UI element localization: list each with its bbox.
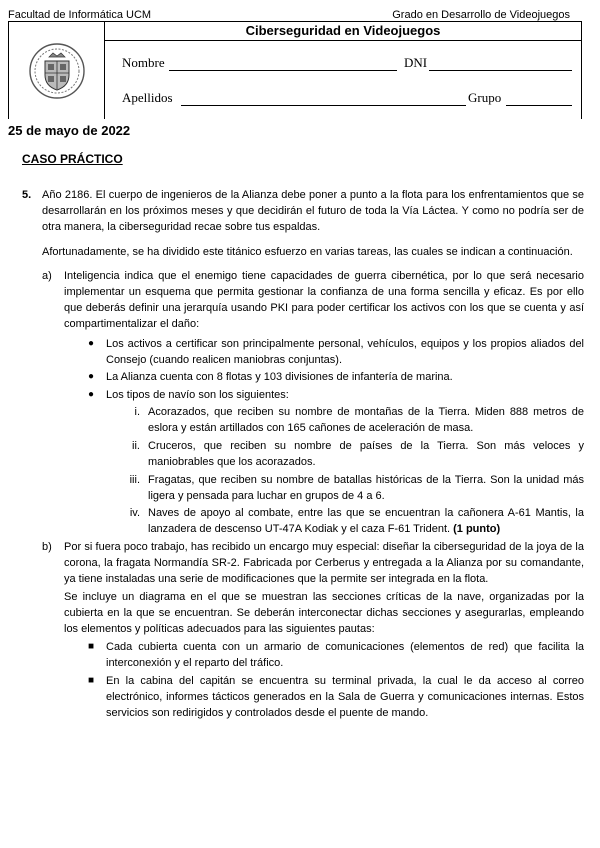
part-a-bullet: La Alianza cuenta con 8 flotas y 103 divisiones de infantería de marina. — [106, 371, 453, 383]
ship-type-number: iv. — [129, 507, 140, 519]
part-b-bullet: Cada cubierta cuenta con un armario de comunicaciones (elementos de red) que facilita la interconexión y el reparto del tráfico. — [106, 641, 584, 669]
ship-type-text: Acorazados, que reciben su nombre de montañas de la Tierra. Miden 888 metros de eslora y están artillados con 165 cañones de aceleración de masa. — [148, 406, 584, 434]
ship-type-number: i. — [134, 406, 140, 418]
ship-type-text — [148, 505, 584, 537]
part-b-text-2: Se incluye un diagrama en el que se muestran las secciones críticas de la nave, organizadas por la cubierta en la que se encuentran. Se deberán interconectar dichas secciones y asegurarlas, empleando los elementos y políticas adecuados para las siguientes pautas: — [64, 591, 584, 635]
question-intro-2: Afortunadamente, se ha dividido este titánico esfuerzo en varias tareas, las cuales se indican a continuación. — [42, 246, 573, 258]
logo-cell — [9, 22, 105, 119]
ship-type-text: Cruceros, que reciben su nombre de países de la Tierra. Son más veloces y maniobrables que los acorazados. — [148, 440, 584, 468]
bullet-icon: ● — [88, 389, 95, 400]
ship-type-number: ii. — [132, 440, 140, 452]
section-title: CASO PRÁCTICO — [22, 152, 123, 166]
degree-name: Grado en Desarrollo de Videojuegos — [392, 9, 570, 21]
ship-type-text-body: Naves de apoyo al combate, entre las que se encuentran la cañonera A-61 Mantis, la lanzadera de descenso UT-47A Kodiak y el caza F-61 Trident. — [148, 507, 584, 535]
part-a-bullet: Los activos a certificar son principalmente personal, vehículos, equipos y los propios aliados del Consejo (cuando realicen maniobras conjuntas). — [106, 338, 584, 366]
label-nombre: Nombre — [122, 55, 165, 70]
bullet-icon: ● — [88, 371, 95, 382]
question-number: 5. — [22, 189, 32, 201]
part-b-text: Por si fuera poco trabajo, has recibido un encargo muy especial: diseñar la ciberseguridad de la joya de la corona, la fragata Normandía SR-2. Fabricada por Cerberus y entregada a la Alianza por su comandante, ya tiene instaladas una serie de modificaciones que la permite ser integrada en la flota. — [64, 541, 584, 585]
header-box — [8, 21, 582, 119]
faculty-name: Facultad de Informática UCM — [8, 9, 152, 21]
grupo-field[interactable] — [506, 105, 572, 106]
ship-type-number: iii. — [129, 474, 140, 486]
part-b-bullet: En la cabina del capitán se encuentra su terminal privada, la cual le da acceso al correo electrónico, informes tácticos generados en la Sala de Guerra y comunicaciones internas. Estos servicios son redirigidos y controlados desde el puente de mando. — [106, 675, 584, 719]
dni-field[interactable] — [429, 70, 572, 71]
part-a-text: Inteligencia indica que el enemigo tiene capacidades de guerra cibernética, por lo que será necesario implementar un esquema que permita gestionar la confianza de una forma sencilla y eficaz. Es por ello que deberás definir una jerarquía usando PKI para poder certificar los activos con los que se cuenta y así compartimentalizar el daño: — [64, 270, 584, 330]
course-title: Ciberseguridad en Videojuegos — [105, 22, 581, 41]
points-label: (1 punto) — [453, 523, 501, 535]
label-apellidos: Apellidos — [122, 90, 173, 105]
bullet-icon: ● — [88, 338, 95, 349]
university-seal-icon — [27, 41, 87, 101]
square-bullet-icon: ■ — [88, 675, 95, 686]
label-grupo: Grupo — [468, 90, 502, 105]
part-a-marker: a) — [42, 270, 52, 282]
label-dni: DNI — [404, 55, 428, 70]
square-bullet-icon: ■ — [88, 641, 95, 652]
exam-date: 25 de mayo de 2022 — [8, 123, 131, 138]
part-a-bullet: Los tipos de navío son los siguientes: — [106, 389, 289, 401]
ship-type-text: Fragatas, que reciben su nombre de batallas históricas de la Tierra. Son la unidad más ligera y pensada para luchar en grupos de 4 a 6. — [148, 474, 584, 502]
part-b-marker: b) — [42, 541, 52, 553]
question-intro: Año 2186. El cuerpo de ingenieros de la Alianza debe poner a punto a la flota para los enfrentamientos que se desarrollarán en los próximos meses y que decidirán el futuro de toda la Vía Láctea. Y como no podría ser de otra manera, la ciberseguridad recae sobre tus espaldas. — [42, 189, 584, 233]
nombre-field[interactable] — [169, 70, 397, 71]
apellidos-field[interactable] — [181, 105, 466, 106]
